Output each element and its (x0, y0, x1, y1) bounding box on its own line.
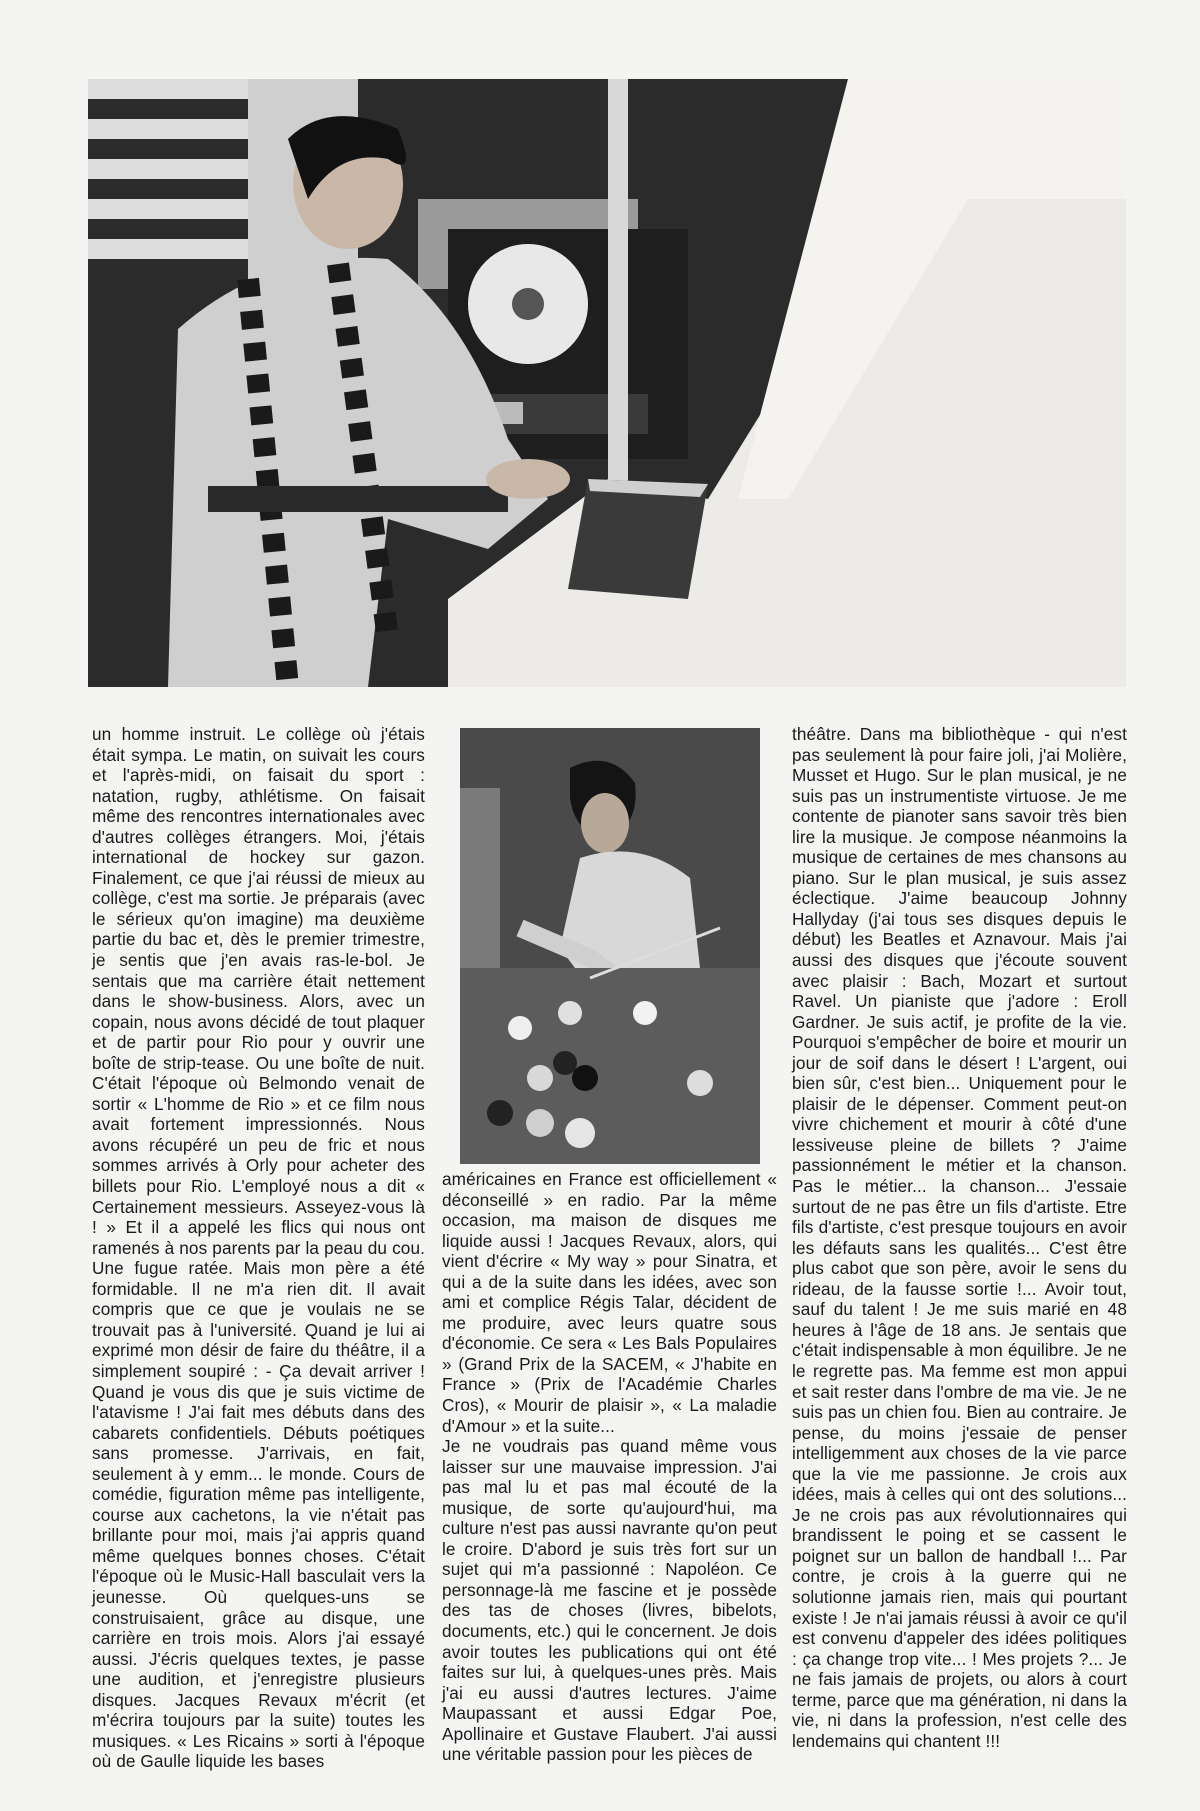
article-column-middle (442, 1169, 777, 1765)
article-text-left: un homme instruit. Le collège où j'étais était sympa. Le matin, on suivait les cours et l'après-midi, on faisait du sport : natation, rugby, athlétisme. On faisait même des rencontres internationales avec d'autres collèges étrangers. Moi, j'étais international de hockey sur gazon. Finalement, ce que j'ai réussi de mieux au collège, c'est ma sortie. Je préparais (avec le sérieux qu'on imagine) ma deuxième partie du bac et, dès le premier trimestre, je sentis que j'en avais ras-le-bol. Je sentais que ma carrière était nettement dans le show-business. Alors, avec un copain, nous avons décidé de tout plaquer et de partir pour Rio pour y ouvrir une boîte de strip-tease. Ou une boîte de nuit. C'était l'époque où Belmondo venait de sortir « L'homme de Rio » et ce film nous avait fortement impressionnés. Nous avons récupéré un peu de fric et nous sommes arrivés à Orly pour acheter des billets pour Rio. L'employé nous a dit « Certainement messieurs. Asseyez-vous là ! » Et il a appelé les flics qui nous ont ramenés à nos parents par la peau du cou. Une fugue ratée. Mais mon père a été formidable. Il ne m'a rien dit. Il avait compris que ce que je voulais ne se trouvait pas à l'université. Quand je lui ai exprimé mon désir de faire du théâtre, il a simplement soupiré : - Ça devait arriver ! Quand je vous dis que je suis victime de l'atavisme ! J'ai fait mes débuts dans des cabarets confidentiels. Débuts poétiques sans promesse. J'arrivais, en fait, seulement à y emm... le monde. Cours de comédie, figuration même pas intelligente, course aux cachetons, la vie n'était pas brillante pour moi, mais j'ai appris quand même quelques bonnes choses. C'était l'époque où le Music-Hall basculait vers la jeunesse. Où quelques-uns se construisaient, grâce au disque, une carrière en trois mois. Alors j'ai essayé aussi. J'écris quelques textes, je passe une audition, et j'enregistre plusieurs disques. Jacques Revaux m'écrit (et m'écrira toujours par la suite) toutes les musiques. « Les Ricains » sorti à l'époque où de Gaulle liquide les bases (92, 724, 425, 1772)
article-column-right (792, 724, 1127, 1754)
article-text-middle-paragraph-1: américaines en France est officiellement « déconseillé » en radio. Par la même occasion, ma maison de disques me liquide aussi ! Jacques Revaux, alors, qui vient d'écrire « My way » pour Sinatra, et qui a de la suite dans les idées, avec son ami et complice Régis Talar, décident de me produire, avec leurs quatre sous d'économie. Ce sera « Les Bals Populaires » (Grand Prix de la SACEM, « J'habite en France » (Prix de l'Académie Charles Cros), « Mourir de plaisir », « La maladie d'Amour » et la suite... (442, 1169, 777, 1436)
billiards-photo-illustration (460, 728, 760, 1164)
article-column-left (92, 724, 425, 1772)
article-text-middle-paragraph-2: Je ne voudrais pas quand même vous laisser sur une mauvaise impression. J'ai pas mal lu et pas mal écouté de la musique, de sorte qu'aujourd'hui, ma culture n'est pas aussi navrante qu'on peut le croire. D'abord je suis très fort sur un sujet qui m'a passionné : Napoléon. Ce personnage-là me fascine et je possède des tas de choses (livres, bibelots, documents, etc.) qui le concernent. Je dois avoir toutes les publications qui ont été faites sur lui, à quelques-unes près. Mais j'ai eu aussi d'autres lectures. J'aime Maupassant et aussi Edgar Poe, Apollinaire et Gustave Flaubert. J'ai aussi une véritable passion pour les pièces de (442, 1436, 777, 1765)
photo-man-billiards (460, 728, 760, 1164)
photo-man-at-piano (88, 79, 1126, 687)
piano-photo-illustration (88, 79, 1126, 687)
article-text-right: théâtre. Dans ma bibliothèque - qui n'est pas seulement là pour faire joli, j'ai Molière, Musset et Hugo. Sur le plan musical, je ne suis pas un instrumentiste virtuose. Je me contente de pianoter sans savoir très bien lire la musique. Je compose néanmoins la musique de certaines de mes chansons au piano. Sur le plan musical, je suis assez éclectique. J'aime beaucoup Johnny Hallyday (j'ai tous ses disques depuis le début) les Beatles et Aznavour. Mais j'ai aussi des disques que j'écoute souvent avec plaisir : Bach, Mozart et surtout Ravel. Un pianiste que j'adore : Eroll Gardner. Je suis actif, je profite de la vie. Pourquoi s'empêcher de boire et mourir un jour de soif dans le désert ! L'argent, oui bien sûr, c'est bien... Uniquement pour le plaisir de le dépenser. Comment peut-on vivre chichement et mourir à côté d'une lessiveuse pleine de billets ? J'aime passionnément le métier et la chanson. Pas le métier... la chanson... J'essaie surtout de ne pas être un fils d'artiste. Etre fils d'artiste, c'est presque toujours en avoir les défauts sans les qualités... C'est être plus cabot que son père, avoir le sens du rideau, de la fausse sortie !... Avoir tout, sauf du talent ! Je me suis marié en 48 heures à l'âge de 18 ans. Je sentais que c'était indispensable à mon équilibre. Je ne le regrette pas. Ma femme est mon appui et sait rester dans l'ombre de ma vie. Je ne suis pas un chien fou. Bien au contraire. Je pense, du moins j'essaie de penser intelligemment aux choses de la vie parce que la vie me passionne. Je crois aux idées, mais à celles qui ont des solutions... Je ne crois pas aux révolutionnaires qui brandissent le poing et se cassent le poignet sur un ballon de handball !... Par contre, je crois à la guerre qui ne solutionne jamais rien, mais qui pourtant existe ! Je n'ai jamais réussi à avoir ce qu'il est convenu d'appeler des idées politiques : ça change trop vite... ! Mes projets ?... Je ne fais jamais de projets, ou alors à court terme, parce que ma génération, ni dans la vie, ni dans la profession, n'est celle des lendemains qui chantent !!! (792, 724, 1127, 1751)
